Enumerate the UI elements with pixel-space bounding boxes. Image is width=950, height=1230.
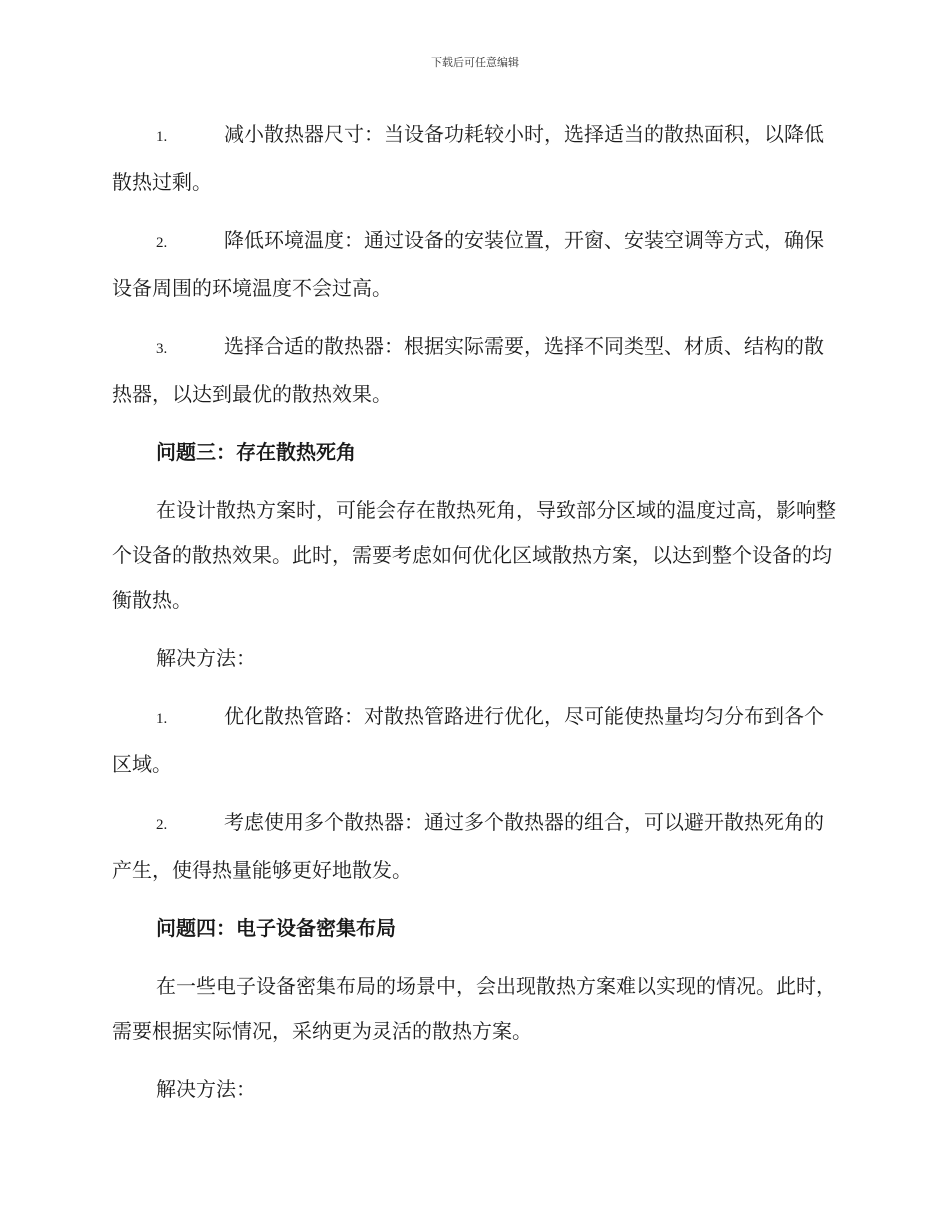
list-number: 2. — [156, 817, 168, 833]
paragraph-problem-3: 在设计散热方案时，可能会存在散热死角，导致部分区域的温度过高，影响整个设备的散热效果。此时，需要考虑如何优化区域散热方案，以达到整个设备的均衡散热。 — [112, 498, 836, 612]
list-item-choose-heatsink — [112, 324, 838, 417]
section-heading-problem-3: 问题三：存在散热死角 — [156, 440, 356, 464]
list-item-optimize-pipes — [112, 694, 838, 787]
solution-label: 解决方法： — [156, 646, 256, 670]
list-text: 选择合适的散热器：根据实际需要，选择不同类型、材质、结构的散热器，以达到最优的散热效果。 — [112, 334, 824, 406]
document-body — [112, 112, 838, 1125]
list-text: 考虑使用多个散热器：通过多个散热器的组合，可以避开散热死角的产生，使得热量能够更好地散发。 — [112, 810, 824, 882]
page-header: 下载后可任意编辑 — [431, 56, 519, 69]
list-text: 减小散热器尺寸：当设备功耗较小时，选择适当的散热面积，以降低散热过剩。 — [112, 122, 824, 194]
list-item-lower-ambient-temp — [112, 218, 838, 311]
list-text: 优化散热管路：对散热管路进行优化，尽可能使热量均匀分布到各个区域。 — [112, 704, 824, 776]
list-text: 降低环境温度：通过设备的安装位置，开窗、安装空调等方式，确保设备周围的环境温度不会过高。 — [112, 228, 824, 300]
list-item-reduce-heatsink — [112, 112, 838, 205]
list-number: 2. — [156, 235, 168, 251]
list-number: 1. — [156, 129, 168, 145]
paragraph-problem-4: 在一些电子设备密集布局的场景中，会出现散热方案难以实现的情况。此时，需要根据实际情况，采纳更为灵活的散热方案。 — [112, 974, 836, 1043]
section-heading-problem-4: 问题四：电子设备密集布局 — [156, 916, 396, 940]
list-number: 3. — [156, 341, 168, 357]
solution-label: 解决方法： — [156, 1077, 256, 1101]
list-number: 1. — [156, 711, 168, 727]
list-item-multiple-heatsinks — [112, 800, 838, 893]
